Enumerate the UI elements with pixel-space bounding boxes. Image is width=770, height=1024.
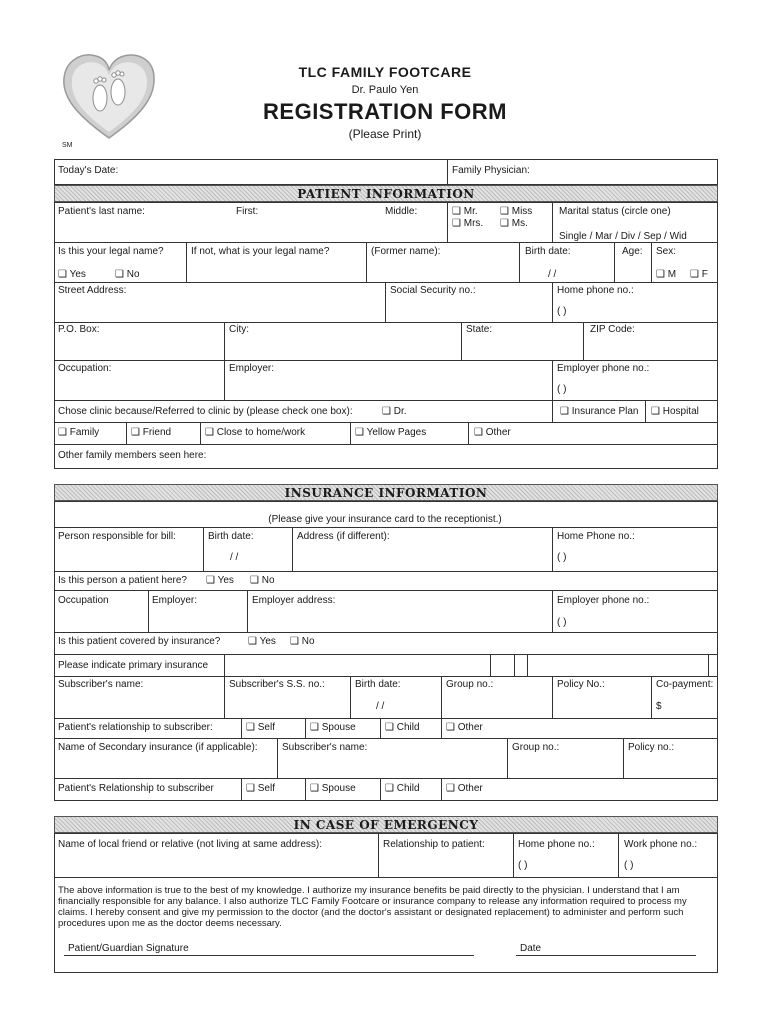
top-row xyxy=(54,159,718,185)
responsible-address-field[interactable]: Address (if different): xyxy=(297,531,390,542)
title-ms-checkbox[interactable]: ❑ Ms. xyxy=(500,218,528,229)
referral-close-home-checkbox[interactable]: ❑ Close to home/work xyxy=(205,427,306,438)
relationship2-label: Patient's Relationship to subscriber xyxy=(58,783,214,794)
employer-field[interactable]: Employer: xyxy=(229,363,275,374)
po-box-field[interactable]: P.O. Box: xyxy=(58,324,100,335)
responsible-employer-phone-field[interactable]: Employer phone no.: xyxy=(557,595,650,606)
group-no-field[interactable]: Group no.: xyxy=(446,679,494,690)
signature-line[interactable] xyxy=(64,955,474,956)
covered-yes-checkbox[interactable]: ❑ Yes xyxy=(248,636,276,647)
is-patient-no-checkbox[interactable]: ❑ No xyxy=(250,575,275,586)
referral-other-checkbox[interactable]: ❑ Other xyxy=(474,427,511,438)
emergency-work-phone-field[interactable]: Work phone no.: xyxy=(624,839,698,850)
insurance-card-note: (Please give your insurance card to the receptionist.) xyxy=(268,514,502,525)
birth-date-slashes: / / xyxy=(548,269,557,280)
doctor-name: Dr. Paulo Yen xyxy=(351,84,419,96)
responsible-employer-address-field[interactable]: Employer address: xyxy=(252,595,336,606)
title-mrs-checkbox[interactable]: ❑ Mrs. xyxy=(452,218,484,229)
subscriber-birth-date-slashes: / / xyxy=(376,701,385,712)
legal-name-question: Is this your legal name? xyxy=(58,246,164,257)
copayment-dollar-sign: $ xyxy=(656,701,662,712)
emergency-relationship-field[interactable]: Relationship to patient: xyxy=(383,839,485,850)
employer-phone-area-code: ( ) xyxy=(557,384,567,395)
referral-friend-checkbox[interactable]: ❑ Friend xyxy=(131,427,172,438)
primary-insurance-label: Please indicate primary insurance xyxy=(58,660,209,671)
birth-date-field[interactable]: Birth date: xyxy=(525,246,571,257)
responsible-home-phone-area-code: ( ) xyxy=(557,552,567,563)
form-title: REGISTRATION FORM xyxy=(263,99,507,124)
todays-date-field[interactable]: Today's Date: xyxy=(58,165,119,176)
covered-no-checkbox[interactable]: ❑ No xyxy=(290,636,315,647)
responsible-birth-date-field[interactable]: Birth date: xyxy=(208,531,254,542)
relationship-self-checkbox[interactable]: ❑ Self xyxy=(246,722,275,733)
referral-yellow-pages-checkbox[interactable]: ❑ Yellow Pages xyxy=(355,427,427,438)
marital-status-options[interactable]: Single / Mar / Div / Sep / Wid xyxy=(559,231,687,242)
patient-section-header xyxy=(54,185,718,202)
middle-name-field[interactable]: Middle: xyxy=(385,206,418,217)
relationship2-self-checkbox[interactable]: ❑ Self xyxy=(246,783,275,794)
age-field[interactable]: Age: xyxy=(622,246,643,257)
referral-dr-checkbox[interactable]: ❑ Dr. xyxy=(382,406,407,417)
street-address-field[interactable]: Street Address: xyxy=(58,285,127,296)
logo-sm-mark: SM xyxy=(62,142,73,149)
family-physician-field[interactable]: Family Physician: xyxy=(452,165,530,176)
city-field[interactable]: City: xyxy=(229,324,249,335)
practice-name: TLC FAMILY FOOTCARE xyxy=(298,64,472,80)
ssn-field[interactable]: Social Security no.: xyxy=(390,285,476,296)
sex-label: Sex: xyxy=(656,246,677,257)
emergency-work-phone-area-code: ( ) xyxy=(624,860,634,871)
patient-section-title: PATIENT INFORMATION xyxy=(297,187,475,201)
responsible-home-phone-field[interactable]: Home Phone no.: xyxy=(557,531,635,542)
responsible-occupation-field[interactable]: Occupation xyxy=(58,595,109,606)
responsible-employer-field[interactable]: Employer: xyxy=(152,595,198,606)
secondary-insurance-field[interactable]: Name of Secondary insurance (if applicable): xyxy=(58,742,258,753)
relationship2-spouse-checkbox[interactable]: ❑ Spouse xyxy=(310,783,356,794)
title-mr-checkbox[interactable]: ❑ Mr. xyxy=(452,206,478,217)
signature-label: Patient/Guardian Signature xyxy=(68,943,189,954)
legal-name-field[interactable]: If not, what is your legal name? xyxy=(191,246,330,257)
referral-insurance-checkbox[interactable]: ❑ Insurance Plan xyxy=(560,406,639,417)
authorization-statement: The above information is true to the best of my knowledge. I authorize my insurance benefits be paid directly to the physician. I understand that I am financially responsible for any balance. I also authorize TLC Family Footcare or insurance company to release any information required to process my claims. I hereby consent and give my permission to the doctor (and the doctor's assistant or designated replacement) to administer and perform such procedures upon me as the doctor deems necessary. xyxy=(58,885,687,929)
insurance-info-grid xyxy=(54,501,718,801)
date-line[interactable] xyxy=(516,955,696,956)
emergency-section-title: IN CASE OF EMERGENCY xyxy=(293,818,479,832)
insurance-section-header xyxy=(54,484,718,501)
home-phone-field[interactable]: Home phone no.: xyxy=(557,285,634,296)
relationship2-child-checkbox[interactable]: ❑ Child xyxy=(385,783,420,794)
other-family-members-field[interactable]: Other family members seen here: xyxy=(58,450,207,461)
relationship-label: Patient's relationship to subscriber: xyxy=(58,722,213,733)
relationship-other-checkbox[interactable]: ❑ Other xyxy=(446,722,483,733)
policy-no-field[interactable]: Policy No.: xyxy=(557,679,605,690)
referral-family-checkbox[interactable]: ❑ Family xyxy=(58,427,100,438)
emergency-section-header xyxy=(54,816,718,833)
subscriber-birth-date-field[interactable]: Birth date: xyxy=(355,679,401,690)
former-name-field[interactable]: (Former name): xyxy=(371,246,441,257)
legal-name-yes-checkbox[interactable]: ❑ Yes xyxy=(58,269,86,280)
secondary-policy-no-field[interactable]: Policy no.: xyxy=(628,742,675,753)
state-field[interactable]: State: xyxy=(466,324,493,335)
emergency-home-phone-area-code: ( ) xyxy=(518,860,528,871)
responsible-birth-date-slashes: / / xyxy=(230,552,239,563)
subscriber-name-field[interactable]: Subscriber's name: xyxy=(58,679,144,690)
copayment-field[interactable]: Co-payment: xyxy=(656,679,714,690)
legal-name-no-checkbox[interactable]: ❑ No xyxy=(115,269,140,280)
occupation-field[interactable]: Occupation: xyxy=(58,363,112,374)
first-name-field[interactable]: First: xyxy=(236,206,259,217)
responsible-party-field[interactable]: Person responsible for bill: xyxy=(58,531,176,542)
employer-phone-field[interactable]: Employer phone no.: xyxy=(557,363,650,374)
is-patient-question: Is this person a patient here? xyxy=(58,575,187,586)
insurance-section-title: INSURANCE INFORMATION xyxy=(284,486,488,500)
is-patient-yes-checkbox[interactable]: ❑ Yes xyxy=(206,575,234,586)
relationship-spouse-checkbox[interactable]: ❑ Spouse xyxy=(310,722,356,733)
covered-question: Is this patient covered by insurance? xyxy=(58,636,221,647)
subscriber-ss-field[interactable]: Subscriber's S.S. no.: xyxy=(229,679,325,690)
relationship2-other-checkbox[interactable]: ❑ Other xyxy=(446,783,483,794)
emergency-home-phone-field[interactable]: Home phone no.: xyxy=(518,839,595,850)
home-phone-area-code: ( ) xyxy=(557,306,567,317)
marital-status-label: Marital status (circle one) xyxy=(559,206,671,217)
clinic-reason-label: Chose clinic because/Referred to clinic by (please check one box): xyxy=(58,406,353,417)
zip-field[interactable]: ZIP Code: xyxy=(590,324,635,335)
secondary-group-no-field[interactable]: Group no.: xyxy=(512,742,560,753)
print-note: (Please Print) xyxy=(348,127,422,141)
responsible-employer-phone-area-code: ( ) xyxy=(557,617,567,628)
emergency-contact-field[interactable]: Name of local friend or relative (not living at same address): xyxy=(58,839,323,850)
sex-m-checkbox[interactable]: ❑ M xyxy=(656,269,677,280)
sex-f-checkbox[interactable]: ❑ F xyxy=(690,269,708,280)
primary-insurance-field[interactable] xyxy=(490,654,528,676)
last-name-field[interactable]: Patient's last name: xyxy=(58,206,145,217)
relationship-child-checkbox[interactable]: ❑ Child xyxy=(385,722,420,733)
referral-hospital-checkbox[interactable]: ❑ Hospital xyxy=(651,406,699,417)
title-miss-checkbox[interactable]: ❑ Miss xyxy=(500,206,533,217)
date-label: Date xyxy=(520,943,542,954)
secondary-subscriber-field[interactable]: Subscriber's name: xyxy=(282,742,368,753)
